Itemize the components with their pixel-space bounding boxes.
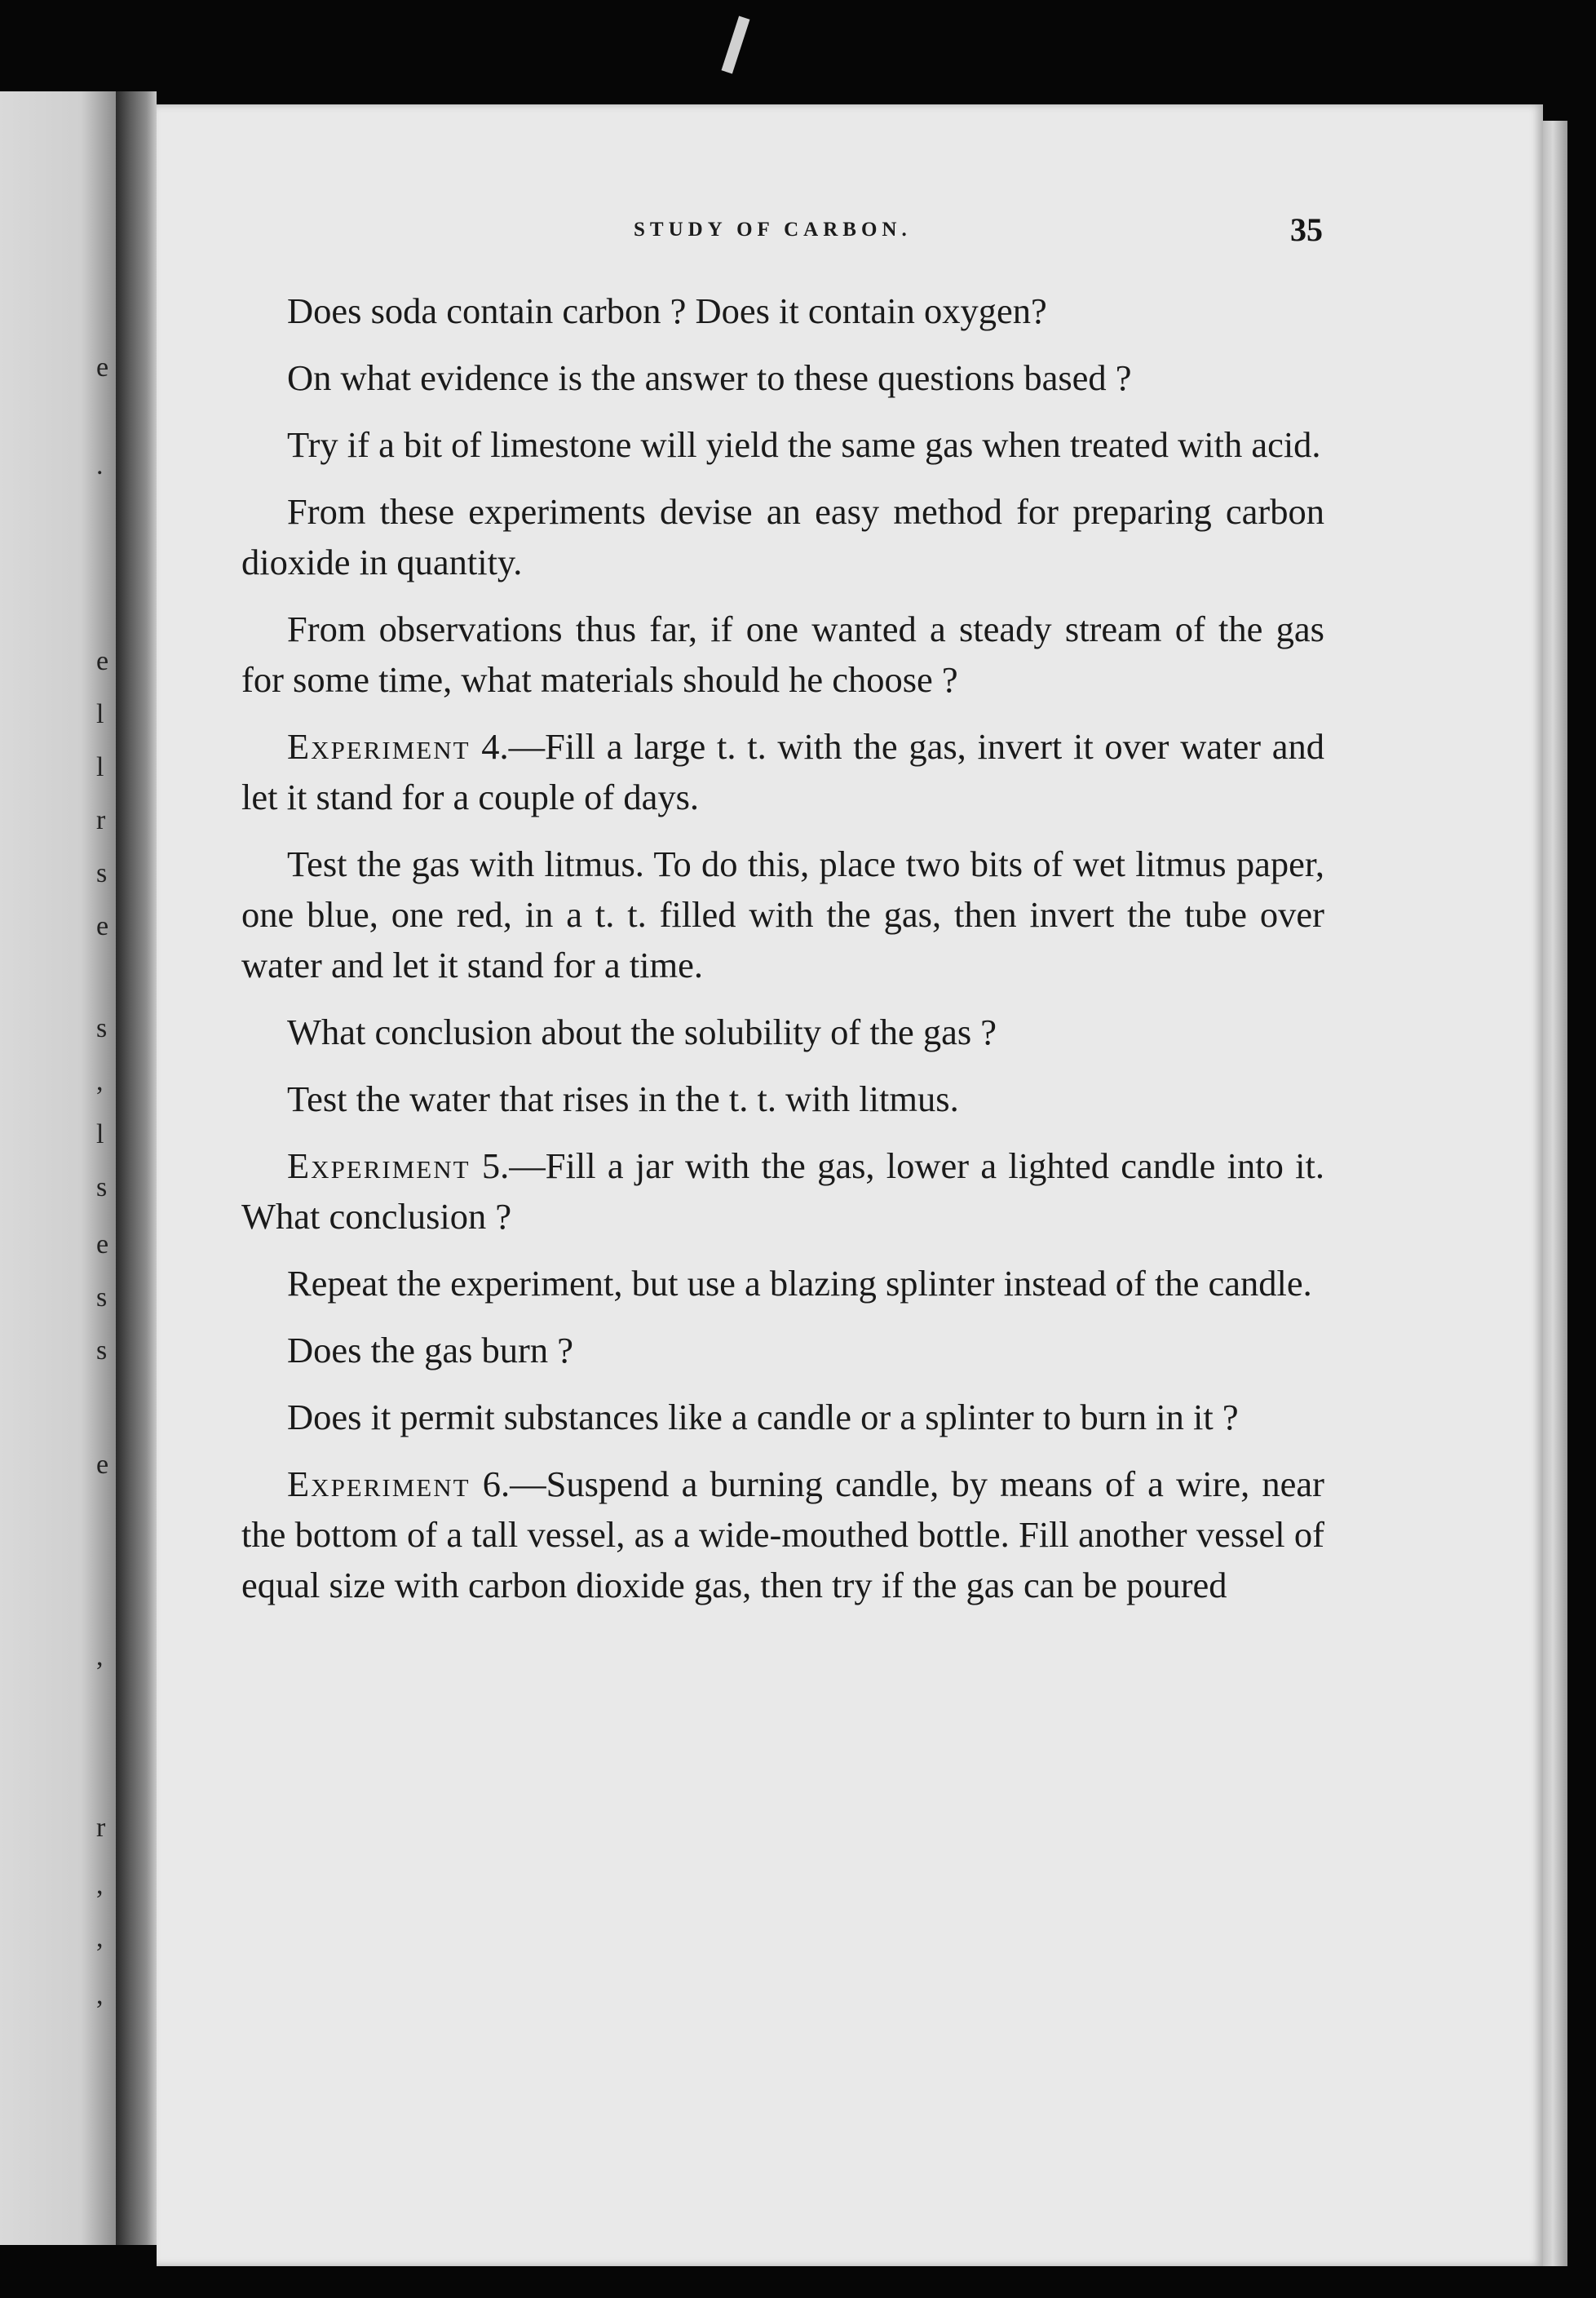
left-page-fragment: ,	[96, 1066, 104, 1096]
left-page-fragment: e	[96, 646, 109, 676]
left-page-fragment: s	[96, 858, 108, 888]
left-page-fragment: ,	[96, 1870, 104, 1900]
left-page-fragment: s	[96, 1282, 108, 1313]
experiment-paragraph: Experiment 4.—Fill a large t. t. with the gas, invert it over water and let it stand for a couple of days.	[241, 726, 1324, 817]
previous-page-edge	[0, 91, 116, 2245]
book-gutter-shadow	[116, 91, 157, 2245]
paragraph: Repeat the experiment, but use a blazing splinter instead of the candle.	[287, 1263, 1312, 1304]
experiment-paragraph: Experiment 5.—Fill a jar with the gas, lower a lighted candle into it. What conclusion ?	[241, 1145, 1324, 1237]
experiment-label: Experiment	[287, 1463, 471, 1504]
page-number: 35	[1290, 211, 1323, 248]
paragraph: Does soda contain carbon ? Does it contain oxygen?	[287, 290, 1047, 331]
left-page-fragment: l	[96, 699, 104, 729]
experiment-label: Experiment	[287, 1145, 471, 1186]
book-page	[157, 104, 1543, 2266]
left-page-fragment: e	[96, 911, 109, 941]
left-page-fragment: s	[96, 1335, 108, 1366]
left-page-fragment: s	[96, 1172, 108, 1202]
left-page-fragment: e	[96, 1229, 109, 1260]
paragraph: Does the gas burn ?	[287, 1330, 573, 1370]
left-page-fragment: e	[96, 1450, 109, 1480]
paragraph: Test the water that rises in the t. t. with litmus.	[287, 1078, 959, 1119]
left-page-fragment: r	[96, 805, 106, 835]
paragraph: Try if a bit of limestone will yield the same gas when treated with acid.	[287, 424, 1321, 465]
experiment-paragraph: Experiment 6.—Suspend a burning candle, by means of a wire, near the bottom of a tall vessel, as a wide-mouthed bottle. Fill another vessel of equal size with carbon dioxide gas, then try if the gas can be poured	[241, 1463, 1324, 1605]
top-paper-mark	[722, 16, 750, 74]
paragraph: What conclusion about the solubility of the gas ?	[287, 1012, 997, 1052]
left-page-fragment: l	[96, 752, 104, 782]
left-page-fragment: .	[96, 450, 104, 480]
paragraph: From observations thus far, if one wanted a steady stream of the gas for some time, what materials should he choose ?	[241, 609, 1324, 700]
running-head: STUDY OF CARBON.	[634, 219, 912, 241]
left-page-fragment: e	[96, 352, 109, 383]
left-page-fragment: s	[96, 1013, 108, 1043]
paragraph: From these experiments devise an easy method for preparing carbon dioxide in quantity.	[241, 491, 1324, 582]
paragraph: Test the gas with litmus. To do this, place two bits of wet litmus paper, one blue, one red, in a t. t. filled with the gas, then invert the tube over water and let it stand for a time.	[241, 843, 1324, 985]
paragraph: Does it permit substances like a candle or a splinter to burn in it ?	[287, 1397, 1239, 1437]
body-text	[241, 286, 1324, 1627]
left-page-fragment: ,	[96, 1923, 104, 1953]
left-page-fragment: ,	[96, 1980, 104, 2010]
page-edge-stack	[1543, 121, 1567, 2266]
left-page-fragment: ,	[96, 1641, 104, 1671]
experiment-label: Experiment	[287, 726, 471, 767]
left-page-fragment: l	[96, 1119, 104, 1149]
left-page-fragment: r	[96, 1813, 106, 1843]
paragraph: On what evidence is the answer to these questions based ?	[287, 357, 1132, 398]
